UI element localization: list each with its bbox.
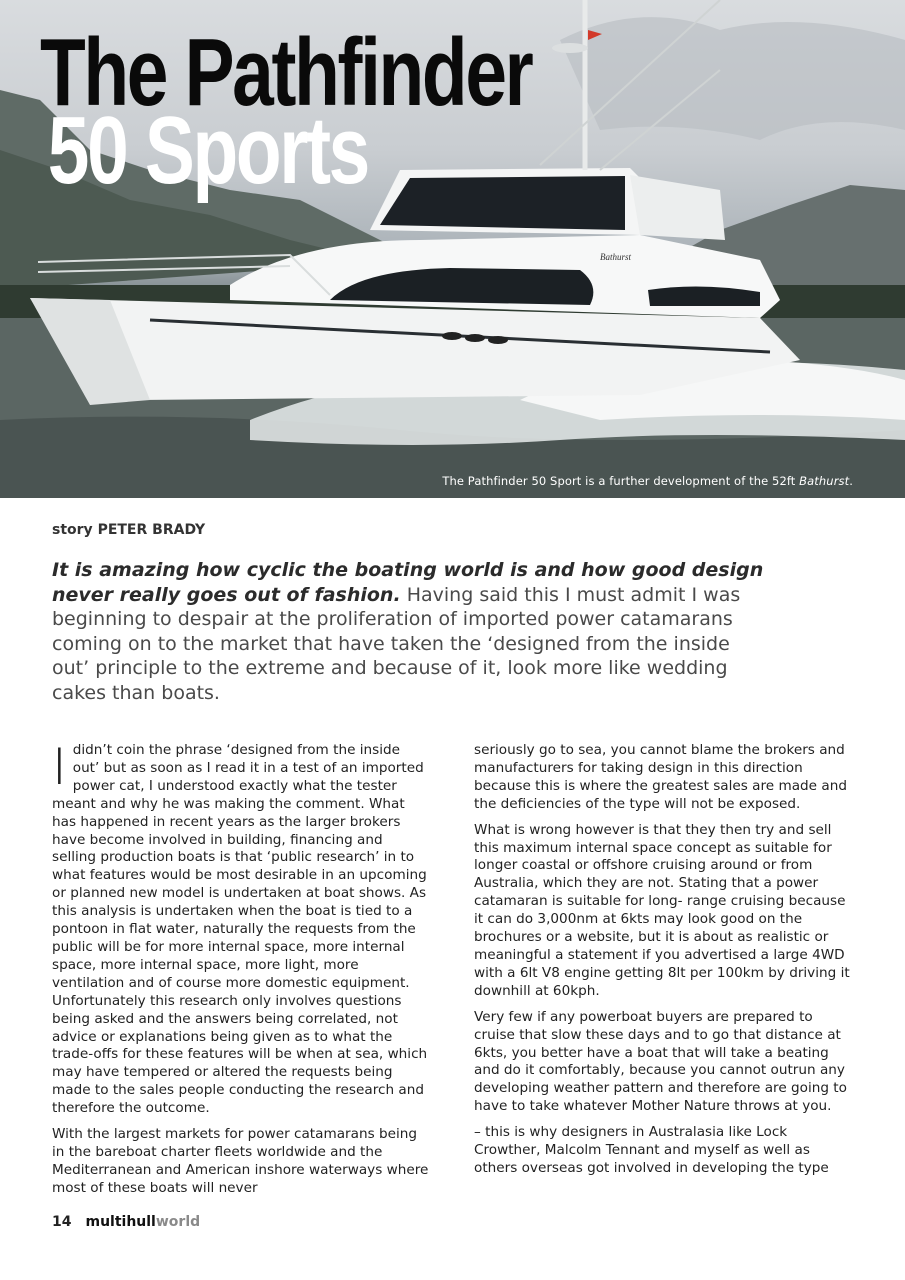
- body-column-left: [52, 738, 430, 1206]
- body-paragraph: What is wrong however is that they then try and sell this maximum internal space concept as suitable for longer coastal or offshore cruising around or from Australia, which they are not. Stating that a power catamaran is suitable for long- range cruising because it can do 3,000nm at 6kts may look good on the brochures or a website, but it is about as realistic or meaningful a statement if you advertised a large 4WD with a 6lt V8 engine getting 8lt per 100km by driving it downhill at 60kph.: [474, 821, 850, 999]
- boat-name-text: Bathurst: [600, 252, 632, 262]
- magazine-name-b: world: [155, 1214, 201, 1230]
- body-paragraph: [52, 738, 430, 1118]
- page-number: 14: [52, 1214, 72, 1230]
- paragraph-text: didn’t coin the phrase ‘designed from the inside out’ but as soon as I read it in a test of an imported power cat, I understood exactly what the tester meant and why he was making the comment. What has happened in recent years as the larger brokers have become involved in building, financing and selling production boats is that ‘public research’ in to what features would be most desirable in an upcoming or planned new model is undertaken at boat shows. As this analysis is undertaken when the boat is tied to a pontoon in flat water, naturally the requests from the public will be for more internal space, more internal space, more internal space, more light, more ventilation and of course more domestic equipment. Unfortunately this research only involves questions being asked and the answers being correlated, not advice or explanations being given as to what the trade-offs for these features will be when at sea, which may have tempered or altered the requests being made to the sales people conducting the research and therefore the outcome.: [52, 742, 428, 1117]
- article-title: [40, 19, 532, 204]
- body-paragraph: seriously go to sea, you cannot blame the brokers and manufacturers for taking design in this direction because this is where the greatest sales are made and the deficiencies of the type will not be exposed.: [474, 742, 847, 812]
- photo-caption: [442, 474, 853, 488]
- title-line-2: 50 Sports: [47, 97, 368, 204]
- body-paragraph: – this is why designers in Australasia like Lock Crowther, Malcolm Tennant and myself as well as others overseas got involved in developing the type: [474, 1124, 829, 1176]
- byline-author: PETER BRADY: [97, 522, 206, 538]
- intro-paragraph: [52, 558, 772, 705]
- caption-end: .: [849, 474, 853, 488]
- caption-italic: Bathurst: [799, 474, 850, 488]
- title-line-1: The Pathfinder: [40, 19, 532, 126]
- page-footer: [52, 1214, 200, 1230]
- body-paragraph: With the largest markets for power catamarans being in the bareboat charter fleets worldwide and the Mediterranean and American inshore waterways where most of these boats will never: [52, 1126, 429, 1196]
- body-paragraph: Very few if any powerboat buyers are prepared to cruise that slow these days and to go that distance at 6kts, you better have a boat that will take a beating and do it comfortably, because you cannot outrun any developing weather pattern and therefore are going to have to take whatever Mother Nature throws at you.: [474, 1008, 847, 1115]
- caption-text: The Pathfinder 50 Sport is a further development of the 52ft: [442, 474, 800, 488]
- magazine-name-a: multihull: [85, 1214, 156, 1230]
- byline: [52, 522, 205, 538]
- byline-prefix: story: [52, 522, 93, 538]
- drop-cap: I: [52, 738, 67, 796]
- intro-lead: It is amazing how cyclic the boating world is and how good design never really goes out of fashion.: [52, 559, 764, 606]
- body-column-right: [474, 742, 852, 1186]
- intro-rest: Having said this I must admit I was beginning to despair at the proliferation of imported power catamarans coming on to the market that have taken the ‘designed from the inside out’ principle to the extreme and because of it, look more like wedding cakes than boats.: [52, 583, 741, 704]
- hero-photo: [0, 0, 905, 498]
